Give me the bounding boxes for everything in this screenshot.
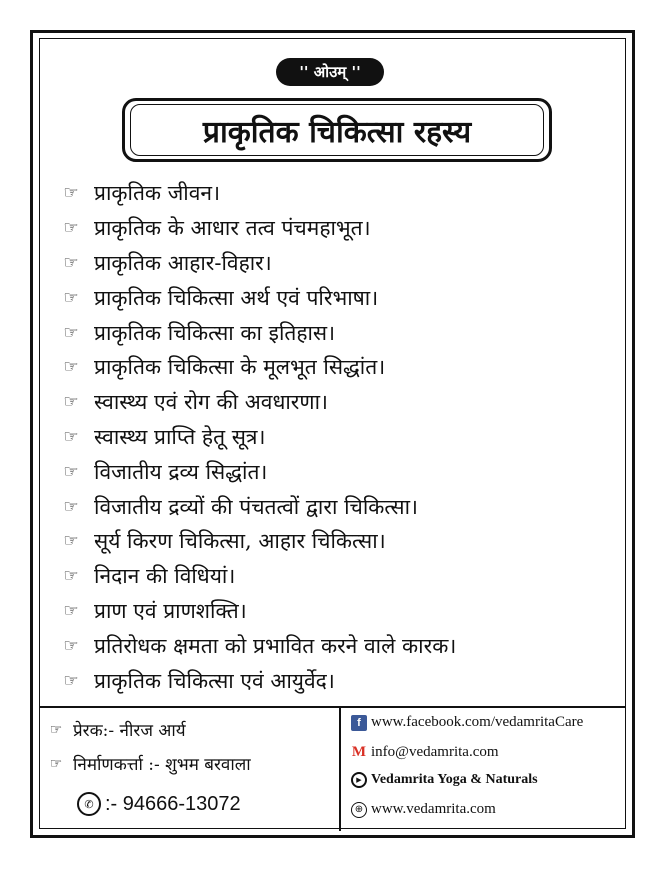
- title-box: [130, 104, 544, 156]
- hand-pointing-right-icon: ☞: [63, 322, 79, 343]
- hand-pointing-right-icon: ☞: [63, 426, 79, 447]
- youtube-contact[interactable]: [351, 772, 538, 788]
- list-item-text: प्राकृतिक चिकित्सा का इतिहास।: [94, 320, 336, 345]
- hand-pointing-right-icon: ☞: [63, 566, 79, 587]
- list-item: [58, 628, 618, 663]
- list-item: [58, 280, 618, 315]
- email-contact[interactable]: [351, 744, 499, 761]
- hand-pointing-right-icon: ☞: [63, 496, 79, 517]
- inspirer-text: प्रेरक:- नीरज आर्य: [73, 721, 186, 741]
- facebook-icon: f: [351, 715, 367, 731]
- list-item: [58, 176, 618, 211]
- hand-pointing-right-icon: ☞: [63, 670, 79, 691]
- list-item-text: विजातीय द्रव्यों की पंचतत्वों द्वारा चिकित्सा।: [94, 494, 419, 519]
- inspirer-credit: [45, 718, 186, 741]
- list-item-text: स्वास्थ्य एवं रोग की अवधारणा।: [94, 390, 328, 415]
- list-item: [58, 315, 618, 350]
- list-item: [58, 385, 618, 420]
- list-item-text: स्वास्थ्य प्राप्ति हेतू सूत्र।: [94, 424, 266, 449]
- list-item-text: प्राकृतिक आहार-विहार।: [94, 250, 272, 275]
- footer-divider: [339, 708, 341, 831]
- phone-number: :- 94666-13072: [105, 792, 241, 815]
- hand-pointing-right-icon: ☞: [63, 635, 79, 656]
- hand-pointing-right-icon: ☞: [63, 252, 79, 273]
- topic-list: [58, 176, 618, 698]
- hand-pointing-right-icon: ☞: [63, 392, 79, 413]
- footer: [39, 706, 626, 831]
- hand-pointing-right-icon: ☞: [63, 461, 79, 482]
- hand-pointing-right-icon: ☞: [63, 600, 79, 621]
- list-item: [58, 524, 618, 559]
- list-item-text: प्राण एवं प्राणशक्ति।: [94, 598, 247, 623]
- hand-pointing-right-icon: ☞: [49, 721, 63, 738]
- list-item-text: प्राकृतिक के आधार तत्व पंचमहाभूत।: [94, 216, 371, 241]
- list-item: [58, 663, 618, 698]
- list-item-text: प्राकृतिक चिकित्सा एवं आयुर्वेद।: [94, 668, 335, 693]
- list-item-text: विजातीय द्रव्य सिद्धांत।: [94, 459, 268, 484]
- website-contact[interactable]: [351, 801, 496, 818]
- globe-icon: ⊕: [351, 802, 367, 818]
- list-item-text: प्रतिरोधक क्षमता को प्रभावित करने वाले कारक।: [94, 633, 457, 658]
- hand-pointing-right-icon: ☞: [49, 755, 63, 772]
- list-item-text: सूर्य किरण चिकित्सा, आहार चिकित्सा।: [94, 529, 386, 554]
- facebook-link[interactable]: www.facebook.com/vedamritaCare: [371, 714, 584, 730]
- list-item: [58, 211, 618, 246]
- phone-contact: [77, 792, 241, 816]
- list-item: [58, 350, 618, 385]
- whatsapp-icon: ✆: [77, 792, 101, 816]
- facebook-contact[interactable]: [351, 714, 583, 731]
- hand-pointing-right-icon: ☞: [63, 218, 79, 239]
- website-link[interactable]: www.vedamrita.com: [371, 801, 496, 817]
- youtube-channel[interactable]: Vedamrita Yoga & Naturals: [371, 772, 538, 787]
- list-item: [58, 420, 618, 455]
- list-item: [58, 489, 618, 524]
- list-item: [58, 594, 618, 629]
- hand-pointing-right-icon: ☞: [63, 287, 79, 308]
- youtube-play-icon: ▶: [351, 772, 367, 788]
- hand-pointing-right-icon: ☞: [63, 357, 79, 378]
- creator-credit: [45, 752, 251, 775]
- creator-text: निर्माणकर्त्ता :- शुभम बरवाला: [73, 755, 251, 775]
- email-link[interactable]: info@vedamrita.com: [371, 744, 499, 760]
- page-title: प्राकृतिक चिकित्सा रहस्य: [202, 114, 472, 150]
- om-badge: '' ओउम् '': [276, 58, 384, 86]
- list-item-text: प्राकृतिक चिकित्सा के मूलभूत सिद्धांत।: [94, 355, 386, 380]
- list-item-text: प्राकृतिक जीवन।: [94, 181, 221, 206]
- list-item-text: प्राकृतिक चिकित्सा अर्थ एवं परिभाषा।: [94, 285, 379, 310]
- list-item: [58, 454, 618, 489]
- hand-pointing-right-icon: ☞: [63, 183, 79, 204]
- list-item-text: निदान की विधियां।: [94, 564, 236, 589]
- gmail-icon: M: [351, 744, 367, 760]
- list-item: [58, 559, 618, 594]
- list-item: [58, 246, 618, 281]
- hand-pointing-right-icon: ☞: [63, 531, 79, 552]
